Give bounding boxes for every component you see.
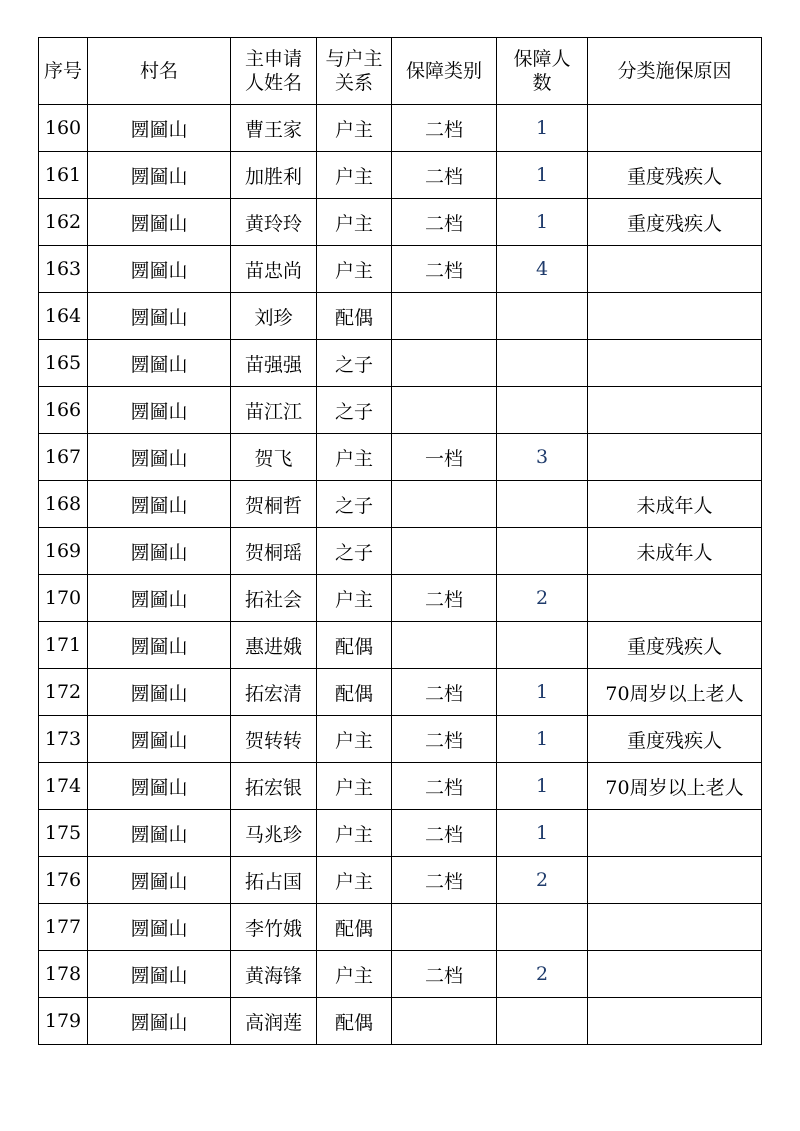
- cell-category: 二档: [392, 199, 497, 246]
- cell-count: [497, 528, 588, 575]
- cell-count: [497, 340, 588, 387]
- cell-reason: [588, 434, 762, 481]
- cell-applicant-name: 拓社会: [231, 575, 317, 622]
- cell-relation: 配偶: [317, 669, 392, 716]
- cell-reason: [588, 387, 762, 434]
- cell-applicant-name: 拓宏银: [231, 763, 317, 810]
- cell-relation: 户主: [317, 763, 392, 810]
- cell-category: 二档: [392, 105, 497, 152]
- cell-village: 圐圙山: [88, 763, 231, 810]
- table-row: [39, 434, 762, 481]
- cell-category: 二档: [392, 810, 497, 857]
- cell-village: 圐圙山: [88, 105, 231, 152]
- cell-category: [392, 387, 497, 434]
- cell-relation: 户主: [317, 105, 392, 152]
- cell-relation: 户主: [317, 575, 392, 622]
- cell-count: 1: [497, 105, 588, 152]
- cell-applicant-name: 贺飞: [231, 434, 317, 481]
- cell-seq: 162: [39, 199, 88, 246]
- cell-applicant-name: 黄海锋: [231, 951, 317, 998]
- cell-category: 二档: [392, 951, 497, 998]
- cell-village: 圐圙山: [88, 575, 231, 622]
- cell-village: 圐圙山: [88, 622, 231, 669]
- cell-applicant-name: 苗忠尚: [231, 246, 317, 293]
- cell-count: 4: [497, 246, 588, 293]
- table-row: [39, 481, 762, 528]
- cell-village: 圐圙山: [88, 857, 231, 904]
- cell-reason: [588, 575, 762, 622]
- cell-village: 圐圙山: [88, 387, 231, 434]
- cell-reason: [588, 340, 762, 387]
- table-row: [39, 857, 762, 904]
- header-relation: [317, 38, 392, 105]
- cell-applicant-name: 拓占国: [231, 857, 317, 904]
- header-applicant-line-2: 人姓名: [244, 72, 302, 94]
- cell-seq: 163: [39, 246, 88, 293]
- cell-count: [497, 293, 588, 340]
- cell-relation: 户主: [317, 810, 392, 857]
- cell-reason: [588, 105, 762, 152]
- header-count: [497, 38, 588, 105]
- table-row: [39, 575, 762, 622]
- cell-category: 一档: [392, 434, 497, 481]
- cell-relation: 之子: [317, 481, 392, 528]
- table-row: [39, 387, 762, 434]
- cell-category: 二档: [392, 669, 497, 716]
- cell-category: 二档: [392, 716, 497, 763]
- cell-category: [392, 340, 497, 387]
- header-count-line-1: 保障人: [513, 48, 571, 70]
- cell-village: 圐圙山: [88, 340, 231, 387]
- cell-village: 圐圙山: [88, 998, 231, 1045]
- cell-count: [497, 998, 588, 1045]
- cell-seq: 177: [39, 904, 88, 951]
- cell-seq: 164: [39, 293, 88, 340]
- header-village: 村名: [88, 38, 231, 105]
- cell-count: [497, 622, 588, 669]
- cell-count: 2: [497, 857, 588, 904]
- cell-seq: 167: [39, 434, 88, 481]
- cell-reason: [588, 810, 762, 857]
- cell-relation: 配偶: [317, 998, 392, 1045]
- header-seq: 序号: [39, 38, 88, 105]
- cell-village: 圐圙山: [88, 716, 231, 763]
- header-applicant-line-1: 主申请: [244, 48, 302, 70]
- cell-relation: 户主: [317, 152, 392, 199]
- cell-count: [497, 387, 588, 434]
- cell-relation: 配偶: [317, 293, 392, 340]
- cell-village: 圐圙山: [88, 951, 231, 998]
- header-row: [39, 38, 762, 105]
- cell-applicant-name: 马兆珍: [231, 810, 317, 857]
- cell-relation: 户主: [317, 199, 392, 246]
- table-row: [39, 810, 762, 857]
- cell-relation: 户主: [317, 246, 392, 293]
- cell-seq: 178: [39, 951, 88, 998]
- cell-seq: 171: [39, 622, 88, 669]
- roster-body: [39, 105, 762, 1045]
- cell-applicant-name: 贺桐哲: [231, 481, 317, 528]
- cell-village: 圐圙山: [88, 152, 231, 199]
- cell-category: [392, 904, 497, 951]
- header-relation-line-1: 与户主: [325, 48, 383, 70]
- cell-village: 圐圙山: [88, 246, 231, 293]
- header-reason: 分类施保原因: [588, 38, 762, 105]
- cell-count: 2: [497, 575, 588, 622]
- table-row: [39, 669, 762, 716]
- cell-relation: 之子: [317, 528, 392, 575]
- cell-reason: [588, 857, 762, 904]
- cell-seq: 173: [39, 716, 88, 763]
- cell-reason: 重度残疾人: [588, 716, 762, 763]
- cell-applicant-name: 李竹娥: [231, 904, 317, 951]
- cell-reason: [588, 904, 762, 951]
- table-row: [39, 246, 762, 293]
- cell-applicant-name: 加胜利: [231, 152, 317, 199]
- cell-seq: 176: [39, 857, 88, 904]
- cell-relation: 配偶: [317, 904, 392, 951]
- cell-applicant-name: 贺转转: [231, 716, 317, 763]
- cell-village: 圐圙山: [88, 293, 231, 340]
- cell-reason: 重度残疾人: [588, 199, 762, 246]
- cell-reason: 重度残疾人: [588, 152, 762, 199]
- cell-category: [392, 481, 497, 528]
- table-row: [39, 716, 762, 763]
- cell-village: 圐圙山: [88, 904, 231, 951]
- cell-relation: 户主: [317, 434, 392, 481]
- cell-category: 二档: [392, 246, 497, 293]
- table-row: [39, 293, 762, 340]
- table-row: [39, 528, 762, 575]
- cell-category: 二档: [392, 575, 497, 622]
- cell-reason: 未成年人: [588, 481, 762, 528]
- table-row: [39, 998, 762, 1045]
- cell-category: 二档: [392, 763, 497, 810]
- cell-seq: 168: [39, 481, 88, 528]
- cell-applicant-name: 拓宏清: [231, 669, 317, 716]
- cell-relation: 户主: [317, 857, 392, 904]
- cell-count: 1: [497, 810, 588, 857]
- cell-village: 圐圙山: [88, 528, 231, 575]
- cell-count: 1: [497, 199, 588, 246]
- cell-reason: 未成年人: [588, 528, 762, 575]
- cell-seq: 179: [39, 998, 88, 1045]
- cell-relation: 之子: [317, 387, 392, 434]
- cell-seq: 165: [39, 340, 88, 387]
- cell-applicant-name: 高润莲: [231, 998, 317, 1045]
- cell-category: [392, 998, 497, 1045]
- cell-applicant-name: 刘珍: [231, 293, 317, 340]
- welfare-roster-table: [38, 37, 762, 1045]
- cell-relation: 之子: [317, 340, 392, 387]
- table-row: [39, 105, 762, 152]
- cell-count: 1: [497, 763, 588, 810]
- cell-count: 2: [497, 951, 588, 998]
- cell-seq: 161: [39, 152, 88, 199]
- cell-count: 1: [497, 716, 588, 763]
- cell-reason: [588, 293, 762, 340]
- cell-village: 圐圙山: [88, 199, 231, 246]
- cell-seq: 166: [39, 387, 88, 434]
- cell-applicant-name: 曹王家: [231, 105, 317, 152]
- cell-seq: 172: [39, 669, 88, 716]
- cell-relation: 配偶: [317, 622, 392, 669]
- cell-reason: 重度残疾人: [588, 622, 762, 669]
- cell-reason: 70周岁以上老人: [588, 763, 762, 810]
- cell-applicant-name: 苗江江: [231, 387, 317, 434]
- cell-applicant-name: 黄玲玲: [231, 199, 317, 246]
- cell-count: [497, 481, 588, 528]
- cell-applicant-name: 苗强强: [231, 340, 317, 387]
- cell-category: [392, 293, 497, 340]
- header-count-line-2: 数: [532, 72, 552, 94]
- cell-reason: 70周岁以上老人: [588, 669, 762, 716]
- header-relation-line-2: 关系: [334, 72, 373, 94]
- table-row: [39, 199, 762, 246]
- cell-applicant-name: 贺桐瑶: [231, 528, 317, 575]
- cell-category: 二档: [392, 152, 497, 199]
- cell-reason: [588, 951, 762, 998]
- cell-seq: 170: [39, 575, 88, 622]
- cell-count: 1: [497, 152, 588, 199]
- cell-seq: 160: [39, 105, 88, 152]
- cell-category: [392, 528, 497, 575]
- cell-count: [497, 904, 588, 951]
- table-row: [39, 152, 762, 199]
- header-applicant: [231, 38, 317, 105]
- cell-seq: 175: [39, 810, 88, 857]
- table-row: [39, 340, 762, 387]
- table-row: [39, 622, 762, 669]
- cell-seq: 174: [39, 763, 88, 810]
- cell-count: 1: [497, 669, 588, 716]
- cell-village: 圐圙山: [88, 810, 231, 857]
- table-row: [39, 763, 762, 810]
- cell-village: 圐圙山: [88, 434, 231, 481]
- cell-relation: 户主: [317, 951, 392, 998]
- cell-village: 圐圙山: [88, 481, 231, 528]
- table-row: [39, 951, 762, 998]
- cell-reason: [588, 246, 762, 293]
- cell-seq: 169: [39, 528, 88, 575]
- cell-count: 3: [497, 434, 588, 481]
- cell-category: [392, 622, 497, 669]
- cell-relation: 户主: [317, 716, 392, 763]
- cell-village: 圐圙山: [88, 669, 231, 716]
- cell-applicant-name: 惠进娥: [231, 622, 317, 669]
- cell-reason: [588, 998, 762, 1045]
- table-row: [39, 904, 762, 951]
- header-category: 保障类别: [392, 38, 497, 105]
- cell-category: 二档: [392, 857, 497, 904]
